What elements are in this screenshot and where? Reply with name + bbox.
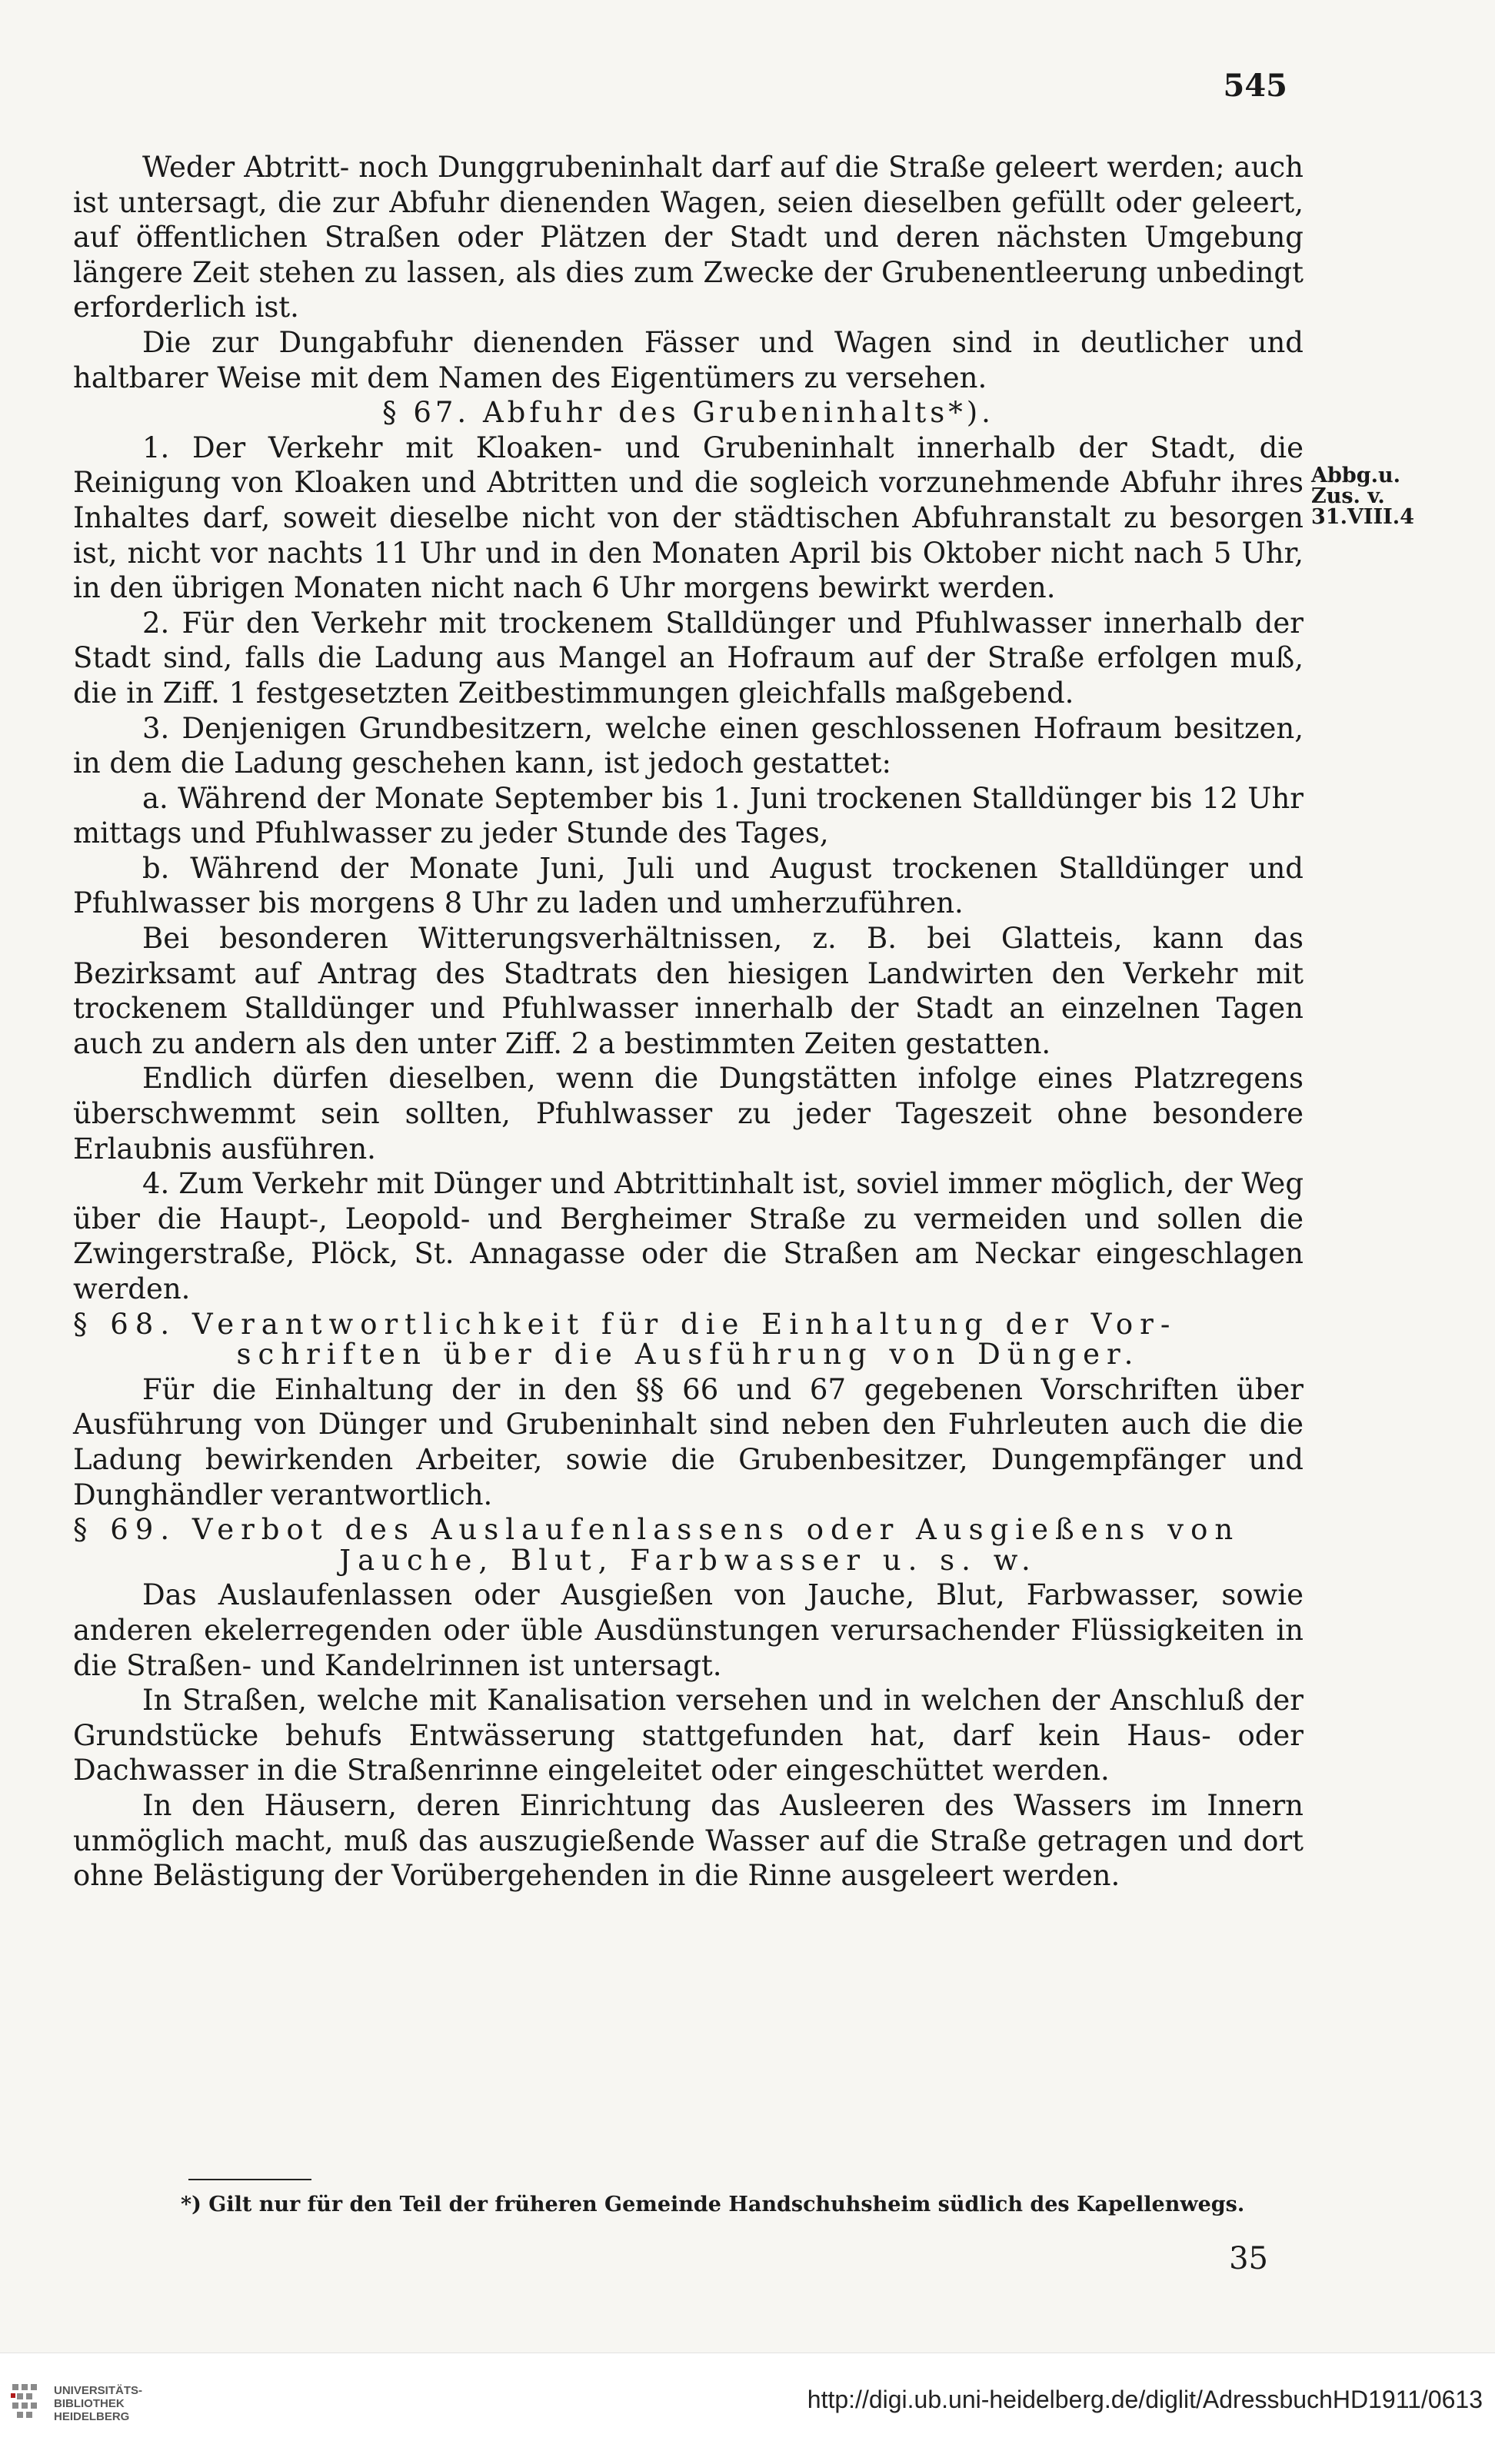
sheet-number: 35: [1229, 2241, 1268, 2276]
page-body: [73, 150, 1304, 1894]
section-69-heading-line1: § 69. Verbot des Auslaufenlassens oder Ausgießens von: [73, 1513, 1240, 1547]
paragraph: Die zur Dungabfuhr dienenden Fässer und Wagen sind in deutlicher und haltbarer Weise mit dem Namen des Eigentümers zu versehen.: [73, 325, 1304, 394]
footnote: *) Gilt nur für den Teil der früheren Gemeinde Handschuhsheim südlich des Kapellenwegs.: [181, 2193, 1245, 2216]
logo-line: HEIDELBERG: [54, 2410, 130, 2423]
logo-text: [54, 2384, 142, 2423]
permalink-url[interactable]: http://digi.ub.uni-heidelberg.de/diglit/AdressbuchHD1911/0613: [807, 2386, 1483, 2413]
paragraph: Endlich dürfen dieselben, wenn die Dungstätten infolge eines Platzregens überschwemmt sein sollten, Pfuhlwasser zu jeder Tageszeit ohne besondere Erlaubnis ausführen.: [73, 1062, 1304, 1165]
paragraph: Für die Einhaltung der in den §§ 66 und 67 gegebenen Vorschriften über Ausführung von Dünger und Grubeninhalt sind neben den Fuhrleuten auch die die Ladung bewirkenden Arbeiter, sowie die Grubenbesitzer, Dungempfänger und Dunghändler verantwortlich.: [73, 1372, 1304, 1511]
page-number: 545: [1223, 68, 1287, 104]
paragraph: In Straßen, welche mit Kanalisation versehen und in welchen der Anschluß der Grundstücke behufs Entwässerung stattgefunden hat, darf kein Haus- oder Dachwasser in die Straßenrinne eingeleitet oder eingeschüttet werden.: [73, 1684, 1304, 1787]
section-67-heading: § 67. Abfuhr des Grubeninhalts*).: [382, 396, 994, 430]
list-item: b. Während der Monate Juni, Juli und August trockenen Stalldünger und Pfuhlwasser bis morgens 8 Uhr zu laden und umherzuführen.: [73, 851, 1304, 920]
paragraph: 3. Denjenigen Grundbesitzern, welche einen geschlossenen Hofraum besitzen, in dem die Ladung geschehen kann, ist jedoch gestattet:: [73, 711, 1304, 780]
paragraph: 2. Für den Verkehr mit trockenem Stalldünger und Pfuhlwasser innerhalb der Stadt sind, falls die Ladung aus Mangel an Hofraum auf der Straße erfolgen muß, die in Ziff. 1 festgesetzten Zeitbestimmungen gleichfalls maßgebend.: [73, 606, 1304, 710]
margin-note-line: Zus. v.: [1311, 484, 1385, 508]
section-68-heading-line1: § 68. Verantwortlichkeit für die Einhaltung der Vor-: [73, 1307, 1177, 1341]
paragraph: Weder Abtritt- noch Dunggrubeninhalt darf auf die Straße geleert werden; auch ist untersagt, die zur Abfuhr dienenden Wagen, seien dieselben gefüllt oder geleert, auf öffentlichen Straßen oder Plätzen der Stadt und deren nächsten Umgebung längere Zeit stehen zu lassen, als dies zum Zwecke der Grubenentleerung unbedingt erforderlich ist.: [73, 151, 1304, 324]
section-68-heading-line2: schriften über die Ausführung von Dünger.: [236, 1338, 1140, 1372]
logo-line: UNIVERSITÄTS-: [54, 2384, 143, 2397]
section-69-heading-line2: Jauche, Blut, Farbwasser u. s. w.: [339, 1543, 1037, 1577]
footnote-rule: [188, 2179, 311, 2180]
viewer-footer: [0, 2353, 1495, 2464]
logo-line: BIBLIOTHEK: [54, 2397, 125, 2410]
paragraph: 1. Der Verkehr mit Kloaken- und Grubeninhalt innerhalb der Stadt, die Reinigung von Kloaken und Abtritten und die sogleich vorzunehmende Abfuhr ihres Inhaltes darf, soweit dieselbe nicht von der städtischen Abfuhranstalt zu besorgen ist, nicht vor nachts 11 Uhr und in den Monaten April bis Oktober nicht nach 5 Uhr, in den übrigen Monaten nicht nach 6 Uhr morgens bewirkt werden.: [73, 431, 1304, 605]
paragraph: Das Auslaufenlassen oder Ausgießen von Jauche, Blut, Farbwasser, sowie anderen ekelerregenden oder üble Ausdünstungen verursachender Flüssigkeiten in die Straßen- und Kandelrinnen ist untersagt.: [73, 1578, 1304, 1682]
margin-note: [1311, 465, 1465, 527]
library-seal-icon: [8, 2370, 46, 2439]
list-item: a. Während der Monate September bis 1. Juni trockenen Stalldünger bis 12 Uhr mittags und Pfuhlwasser zu jeder Stunde des Tages,: [73, 781, 1304, 850]
university-library-logo[interactable]: [8, 2370, 208, 2447]
margin-note-line: 31.VIII.4: [1311, 505, 1414, 529]
paragraph: 4. Zum Verkehr mit Dünger und Abtrittinhalt ist, soviel immer möglich, der Weg über die Haupt-, Leopold- und Bergheimer Straße zu vermeiden und sollen die Zwingerstraße, Plöck, St. Annagasse oder die Straßen am Neckar eingeschlagen werden.: [73, 1167, 1304, 1305]
paragraph: In den Häusern, deren Einrichtung das Ausleeren des Wassers im Innern unmöglich macht, muß das auszugießende Wasser auf die Straße getragen und dort ohne Belästigung der Vorübergehenden in die Rinne ausgeleert werden.: [73, 1788, 1304, 1893]
paragraph: Bei besonderen Witterungsverhältnissen, z. B. bei Glatteis, kann das Bezirksamt auf Antrag des Stadtrats den hiesigen Landwirten den Verkehr mit trockenem Stalldünger und Pfuhlwasser innerhalb der Stadt an einzelnen Tagen auch zu andern als den unter Ziff. 2 a bestimmten Zeiten gestatten.: [73, 922, 1304, 1060]
margin-note-line: Abbg.u.: [1311, 464, 1401, 487]
